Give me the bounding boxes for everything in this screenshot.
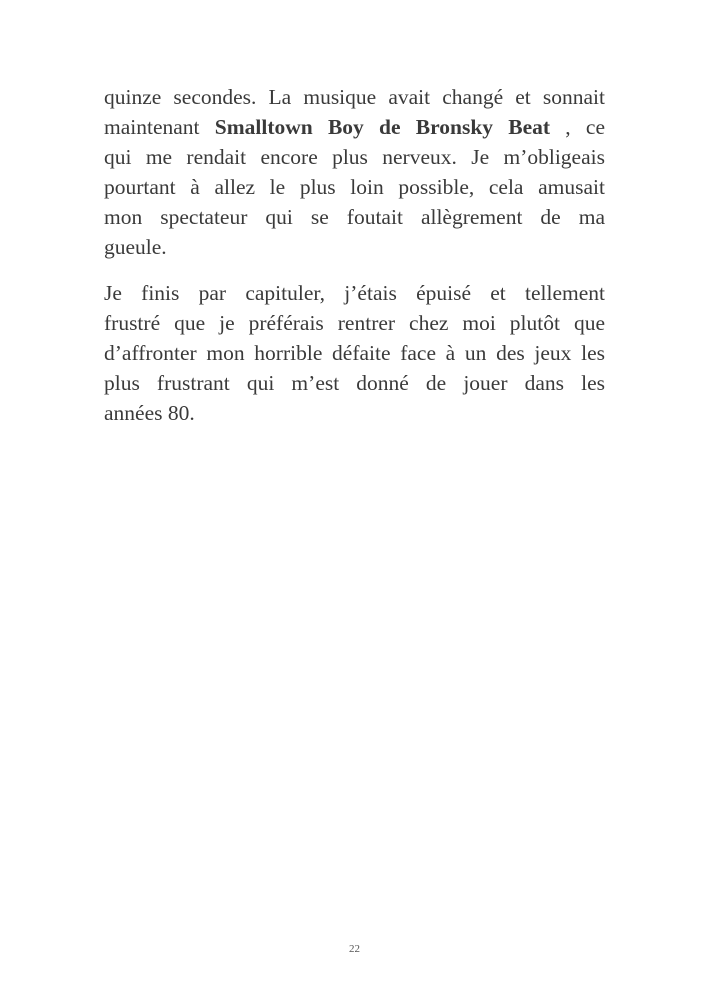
paragraph-1 xyxy=(104,82,605,262)
text-line: pourtant à allez le plus loin possible, cela amusait xyxy=(104,175,605,199)
text-line: plus frustrant qui m’est donné de jouer dans les xyxy=(104,371,605,395)
text-line: frustré que je préférais rentrer chez moi plutôt que xyxy=(104,311,605,335)
page-number: 22 xyxy=(349,943,360,955)
text-line: d’affronter mon horrible défaite face à un des jeux les xyxy=(104,341,605,365)
text-line: qui me rendait encore plus nerveux. Je m’obligeais xyxy=(104,145,605,169)
text-line: Je finis par capituler, j’étais épuisé et tellement xyxy=(104,281,605,305)
text-run: maintenant xyxy=(104,115,215,139)
paragraph-2 xyxy=(104,278,605,428)
song-title: Smalltown Boy de Bronsky Beat xyxy=(214,115,551,139)
text-run: , ce xyxy=(550,115,605,139)
body-text xyxy=(104,82,605,428)
text-line: années 80. xyxy=(104,401,195,425)
text-line: gueule. xyxy=(104,235,167,259)
paragraph-spacer xyxy=(104,262,605,278)
text-line: quinze secondes. La musique avait changé et sonnait xyxy=(104,85,605,109)
text-line: mon spectateur qui se foutait allègrement de ma xyxy=(104,205,605,229)
text-line xyxy=(104,112,605,142)
